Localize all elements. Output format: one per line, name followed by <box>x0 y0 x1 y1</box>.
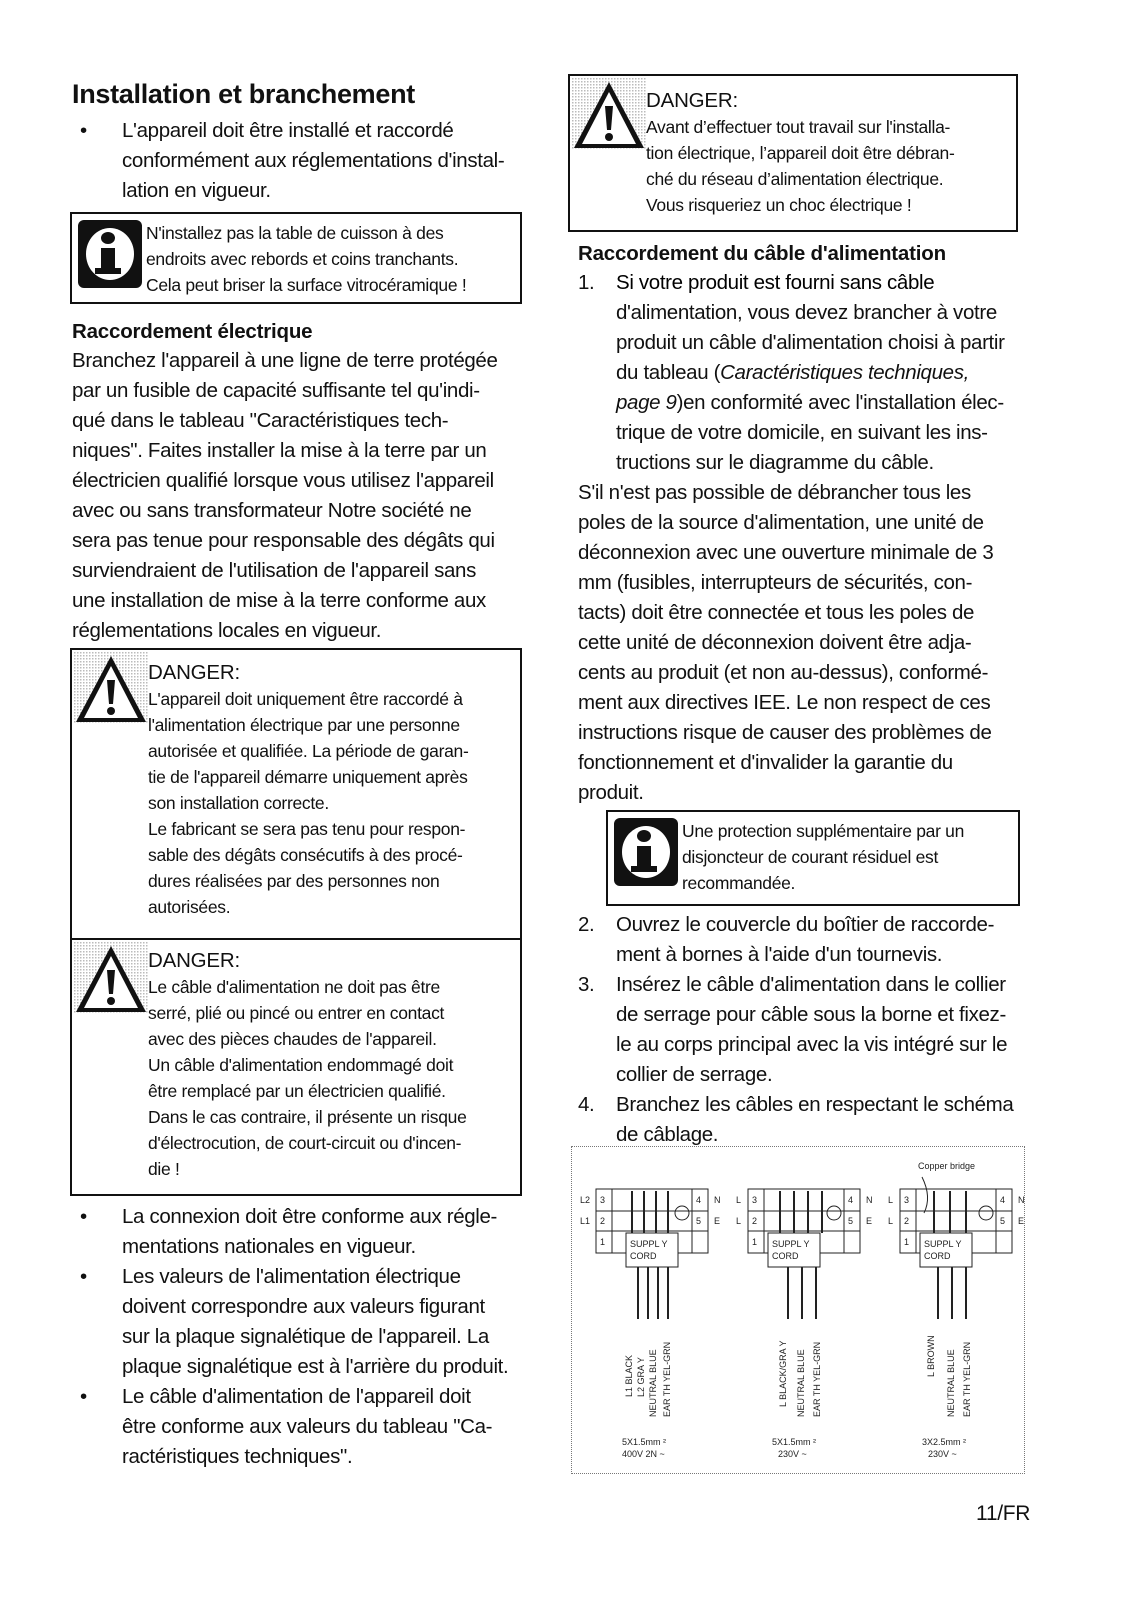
svg-text:E: E <box>714 1216 721 1226</box>
info-text: Une protection supplémentaire par un disjoncteur de courant résiduel est recommandée. <box>682 821 965 893</box>
section-title-raccordement-cable: Raccordement du câble d'alimentation <box>578 242 946 265</box>
svg-text:N: N <box>1018 1195 1024 1205</box>
svg-text:4: 4 <box>1000 1195 1006 1205</box>
svg-text:CORD: CORD <box>772 1251 799 1261</box>
info-icon <box>78 220 142 288</box>
svg-text:4: 4 <box>696 1195 702 1205</box>
step-3: 3. Insérez le câble d'alimentation dans le collier de serrage pour câble sous la borne et fixez- le au corps principal avec la vis intégré sur le collier de serrage. <box>578 973 1008 1086</box>
svg-text:1: 1 <box>752 1237 758 1247</box>
warning-triangle-icon <box>572 78 646 150</box>
danger-box-cable <box>70 938 522 1196</box>
svg-text:SUPPL Y: SUPPL Y <box>924 1239 962 1249</box>
svg-text:1: 1 <box>904 1237 910 1247</box>
svg-text:400V 2N ~: 400V 2N ~ <box>622 1449 665 1459</box>
step-2: 2. Ouvrez le couvercle du boîtier de raccorde- ment à bornes à l'aide d'un tournevis. <box>578 913 995 966</box>
danger-title: DANGER: <box>148 949 241 972</box>
danger-text: L'appareil doit uniquement être raccordé à l'alimentation électrique par une personne autorisée et qualifiée. La période de garan- tie de l'appareil démarre uniquement après son installation correcte. Le fabricant se sera pas tenu pour respon- sable des dégâts consécutifs à des procé- dures réalisées par des personnes non autorisées. <box>148 689 469 917</box>
svg-text:3: 3 <box>752 1195 758 1205</box>
svg-text:E: E <box>1018 1216 1024 1226</box>
svg-text:1: 1 <box>600 1237 606 1247</box>
warning-triangle-icon <box>74 942 148 1014</box>
step-1: 1. Si votre produit est fourni sans câble d'alimentation, vous devez brancher à votre produit un câble d'alimentation choisi à partir du tableau (Caractéristiques techniques, page 9)en conformité avec l'installation élec- trique de votre domicile, en suivant les ins- tructions sur le diagramme du câble. <box>578 271 1005 474</box>
svg-text:230V ~: 230V ~ <box>778 1449 807 1459</box>
svg-text:L BLACK/GRA Y: L BLACK/GRA Y <box>778 1340 788 1407</box>
svg-text:5X1.5mm ²: 5X1.5mm ² <box>622 1437 667 1447</box>
info-icon <box>614 818 678 886</box>
svg-text:5: 5 <box>1000 1216 1006 1226</box>
svg-text:EAR TH YEL-GRN: EAR TH YEL-GRN <box>812 1341 822 1417</box>
svg-text:N: N <box>714 1195 721 1205</box>
bullet-regulations: • La connexion doit être conforme aux régle- mentations nationales en vigueur. <box>72 1202 534 1262</box>
svg-text:L BROWN: L BROWN <box>926 1335 936 1377</box>
paragraph-grounding: Branchez l'appareil à une ligne de terre protégée par un fusible de capacité suffisante tel qu'indi- qué dans le tableau "Caractéristiques tech- niques". Faites installer la mise à la terre par un électricien qualifié lorsque vous utilisez l'appareil avec ou sans transformateur Notre société ne sera pas tenue pour responsable des dégâts qui surviendraient de l'utilisation de l'appareil sans une installation de mise à la terre conforme aux réglementations locales en vigueur. <box>72 349 498 642</box>
svg-text:CORD: CORD <box>630 1251 657 1261</box>
svg-text:SUPPL Y: SUPPL Y <box>772 1239 810 1249</box>
svg-text:NEUTRAL BLUE: NEUTRAL BLUE <box>946 1349 956 1417</box>
page-title: Installation et branchement <box>72 79 415 109</box>
svg-text:N: N <box>866 1195 873 1205</box>
svg-text:3: 3 <box>904 1195 910 1205</box>
svg-text:SUPPL Y: SUPPL Y <box>630 1239 668 1249</box>
wiring-block-230v-b <box>888 1161 1024 1459</box>
svg-text:230V ~: 230V ~ <box>928 1449 957 1459</box>
svg-text:EAR TH YEL-GRN: EAR TH YEL-GRN <box>962 1341 972 1417</box>
svg-text:5: 5 <box>696 1216 702 1226</box>
svg-text:L: L <box>736 1195 742 1205</box>
wiring-diagram <box>571 1146 1025 1474</box>
svg-text:NEUTRAL BLUE: NEUTRAL BLUE <box>796 1349 806 1417</box>
danger-text: Avant d’effectuer tout travail sur l'installa- tion électrique, l’appareil doit être débran- ché du réseau d’alimentation électrique. Vous risqueriez un choc électrique ! <box>646 117 955 215</box>
paragraph-disconnect: S'il n'est pas possible de débrancher tous les poles de la source d'alimentation, une unité de déconnexion avec une ouverture minimale de 3 mm (fusibles, interrupteurs de sécurités, con- tacts) doit être connectée et tous les poles de cette unité de déconnexion doivent être adja- cents au produit (et non au-dessus), conformé- ment aux directives IEE. Le non respect de ces instructions risque de causer des problèmes de fonctionnement et d'invalider la garantie du produit. <box>578 481 994 804</box>
svg-text:L1 BLACK: L1 BLACK <box>624 1354 634 1397</box>
svg-text:5X1.5mm ²: 5X1.5mm ² <box>772 1437 817 1447</box>
step-4: 4. Branchez les câbles en respectant le schéma de câblage. <box>578 1093 1014 1146</box>
svg-text:L: L <box>888 1195 894 1205</box>
svg-text:CORD: CORD <box>924 1251 951 1261</box>
right-column <box>578 74 1048 1150</box>
info-box-edges <box>70 212 522 304</box>
danger-box-qualified <box>70 648 522 938</box>
svg-text:EAR TH YEL-GRN: EAR TH YEL-GRN <box>662 1341 672 1417</box>
svg-text:L1: L1 <box>580 1216 591 1226</box>
bullet-rating-plate: • Les valeurs de l'alimentation électrique doivent correspondre aux valeurs figurant sur la plaque signalétique de l'appareil. La plaque signalétique est à l'arrière du produit. <box>72 1262 534 1382</box>
bullet-installation: • L'appareil doit être installé et raccordé conformément aux réglementations d'instal- lation en vigueur. <box>72 116 534 206</box>
svg-text:NEUTRAL BLUE: NEUTRAL BLUE <box>648 1349 658 1417</box>
bullet-cable-spec: • Le câble d'alimentation de l'appareil doit être conforme aux valeurs du tableau "Ca- ractéristiques techniques". <box>72 1382 534 1472</box>
wiring-block-230v-a <box>736 1189 873 1459</box>
svg-text:L2: L2 <box>580 1195 591 1205</box>
svg-text:3X2.5mm ²: 3X2.5mm ² <box>922 1437 967 1447</box>
page-number: 11/FR <box>976 1502 1031 1525</box>
svg-text:3: 3 <box>600 1195 606 1205</box>
svg-text:L: L <box>736 1216 742 1226</box>
info-text: N'installez pas la table de cuisson à des endroits avec rebords et coins tranchants. Cela peut briser la surface vitrocéramique ! <box>146 223 467 295</box>
section-title-raccordement-electrique: Raccordement électrique <box>72 320 313 343</box>
left-column <box>72 78 534 1472</box>
svg-text:2: 2 <box>600 1216 606 1226</box>
info-box-rcd <box>606 810 1020 906</box>
svg-text:2: 2 <box>904 1216 910 1226</box>
danger-box-disconnect <box>568 74 1018 232</box>
danger-text: Le câble d'alimentation ne doit pas être serré, plié ou pincé ou entrer en contact avec des pièces chaudes de l'appareil. Un câble d'alimentation endommagé doit être remplacé par un électricien qualifié. Dans le cas contraire, il présente un risque d'électrocution, de court-circuit ou d'incen- die ! <box>148 977 467 1179</box>
svg-text:2: 2 <box>752 1216 758 1226</box>
danger-title: DANGER: <box>646 89 739 112</box>
svg-text:4: 4 <box>848 1195 854 1205</box>
danger-title: DANGER: <box>148 661 241 684</box>
warning-triangle-icon <box>74 652 148 724</box>
svg-text:E: E <box>866 1216 873 1226</box>
svg-text:L: L <box>888 1216 894 1226</box>
svg-text:5: 5 <box>848 1216 854 1226</box>
copper-bridge-label: Copper bridge <box>918 1161 976 1171</box>
wiring-block-400v <box>580 1189 721 1459</box>
svg-text:L2 GRA Y: L2 GRA Y <box>636 1357 646 1397</box>
